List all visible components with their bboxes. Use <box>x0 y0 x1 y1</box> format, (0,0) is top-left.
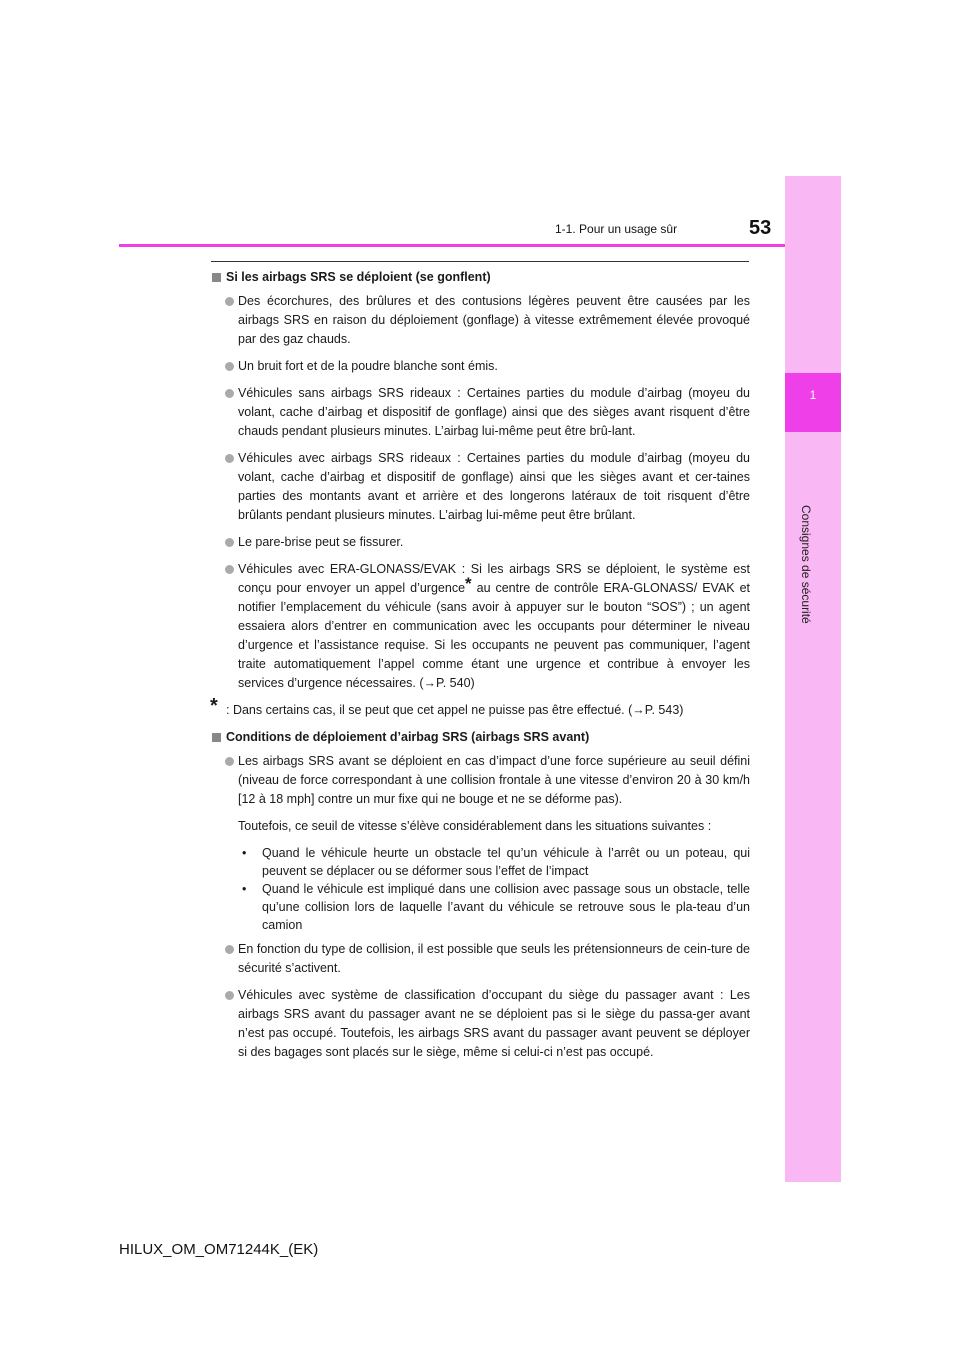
sub-list-item: • Quand le véhicule heurte un obstacle tel qu’un véhicule à l’arrêt ou un poteau, qui peuvent se déplacer ou se déformer sous l’effet de l’impact <box>242 846 750 878</box>
list-item-era-glonass: Véhicules avec ERA-GLONASS/EVAK : Si les airbags SRS se déploient, le système est conçu pour envoyer un appel d’urgence* au centre de contrôle ERA-GLONASS/ EVAK et notifier l’emplacement du véhicule (sans avoir à appuyer sur le bouton “SOS”) ; un agent essaiera alors d’entrer en communication avec les occupants pour déterminer le niveau d’urgence et l’assistance requise. Si les occupants ne peuvent pas communiquer, l’agent traite automatiquement l’appel comme étant une urgence et contribue à envoyer les services d’urgence nécessaires. (→P. 540) <box>222 560 750 693</box>
list-item: Véhicules avec système de classification d’occupant du siège du passager avant : Les airbags SRS avant du passager avant ne se déploient pas si le siège du passa-ger avant n’est pas occupé. Toutefois, les airbags SRS avant du passager avant peuvent se déployer si des bagages sont placés sur le siège, même si celui-ci n’est pas occupé. <box>222 986 750 1062</box>
circle-bullet-icon <box>225 757 234 766</box>
list-item: En fonction du type de collision, il est possible que seuls les prétensionneurs de cein-ture de sécurité s’activent. <box>222 940 750 978</box>
circle-bullet-icon <box>225 538 234 547</box>
sub-bullet: • <box>242 882 247 896</box>
document-code: HILUX_OM_OM71244K_(EK) <box>119 1241 319 1258</box>
circle-bullet-icon <box>225 565 234 574</box>
list-item: Les airbags SRS avant se déploient en cas d’impact d’une force supérieure au seuil défini (niveau de force correspondant à une collision frontale à une vitesse d’environ 20 à 30 km/h [12 à 18 mph] contre un mur fixe qui ne bouge et ne se déforme pas). <box>222 752 750 809</box>
square-bullet-icon <box>212 273 221 282</box>
footnote: * : Dans certains cas, il se peut que cet appel ne puisse pas être effectué. (→P. 543) <box>210 695 684 717</box>
circle-bullet-icon <box>225 454 234 463</box>
list-item: Véhicules avec airbags SRS rideaux : Certaines parties du module d’airbag (moyeu du volant, cache d’airbag et dispositif de gonflage) ainsi que les sièges avant et cer-taines parties des montants avant et arrière et des longerons latéraux de toit risquent d’être brûlants pendant plusieurs minutes. L’airbag lui-même peut être brûlant. <box>222 449 750 525</box>
sub-list-item: • Quand le véhicule est impliqué dans une collision avec passage sous un obstacle, telle qu’une collision lors de laquelle l’avant du véhicule se retrouve sous le pla-teau d’un camion <box>242 882 750 932</box>
chapter-number: 1 <box>809 388 817 402</box>
paragraph: Toutefois, ce seuil de vitesse s’élève considérablement dans les situations suivantes : <box>238 819 712 833</box>
circle-bullet-icon <box>225 389 234 398</box>
list-item: Véhicules sans airbags SRS rideaux : Certaines parties du module d’airbag (moyeu du volant, cache d’airbag et dispositif de gonflage) ainsi que des sièges avant risquent d’être chauds pendant plusieurs minutes. L’airbag lui-même peut être brû-lant. <box>222 384 750 441</box>
header-line <box>119 244 785 247</box>
footnote-marker: * <box>465 574 472 593</box>
page-content <box>210 268 750 1070</box>
circle-bullet-icon <box>225 362 234 371</box>
page-number: 53 <box>749 217 772 239</box>
section-heading: Si les airbags SRS se déploient (se gonflent) <box>210 268 750 287</box>
circle-bullet-icon <box>225 297 234 306</box>
running-head: 1-1. Pour un usage sûr <box>555 222 678 236</box>
section-heading: Conditions de déploiement d’airbag SRS (airbags SRS avant) <box>210 728 750 747</box>
list-item: Un bruit fort et de la poudre blanche sont émis. <box>222 357 750 376</box>
footnote-star: * <box>210 695 218 717</box>
chapter-side-tab <box>785 176 841 1182</box>
square-bullet-icon <box>212 733 221 742</box>
sub-bullet: • <box>242 846 247 860</box>
section-rule <box>211 261 749 262</box>
chapter-tab-highlight <box>785 373 841 432</box>
list-item: Des écorchures, des brûlures et des contusions légères peuvent être causées par les airbags SRS en raison du déploiement (gonflage) à vitesse extrêmement élevée provoqué par des gaz chauds. <box>222 292 750 349</box>
circle-bullet-icon <box>225 991 234 1000</box>
list-item: Le pare-brise peut se fissurer. <box>222 533 750 552</box>
circle-bullet-icon <box>225 945 234 954</box>
